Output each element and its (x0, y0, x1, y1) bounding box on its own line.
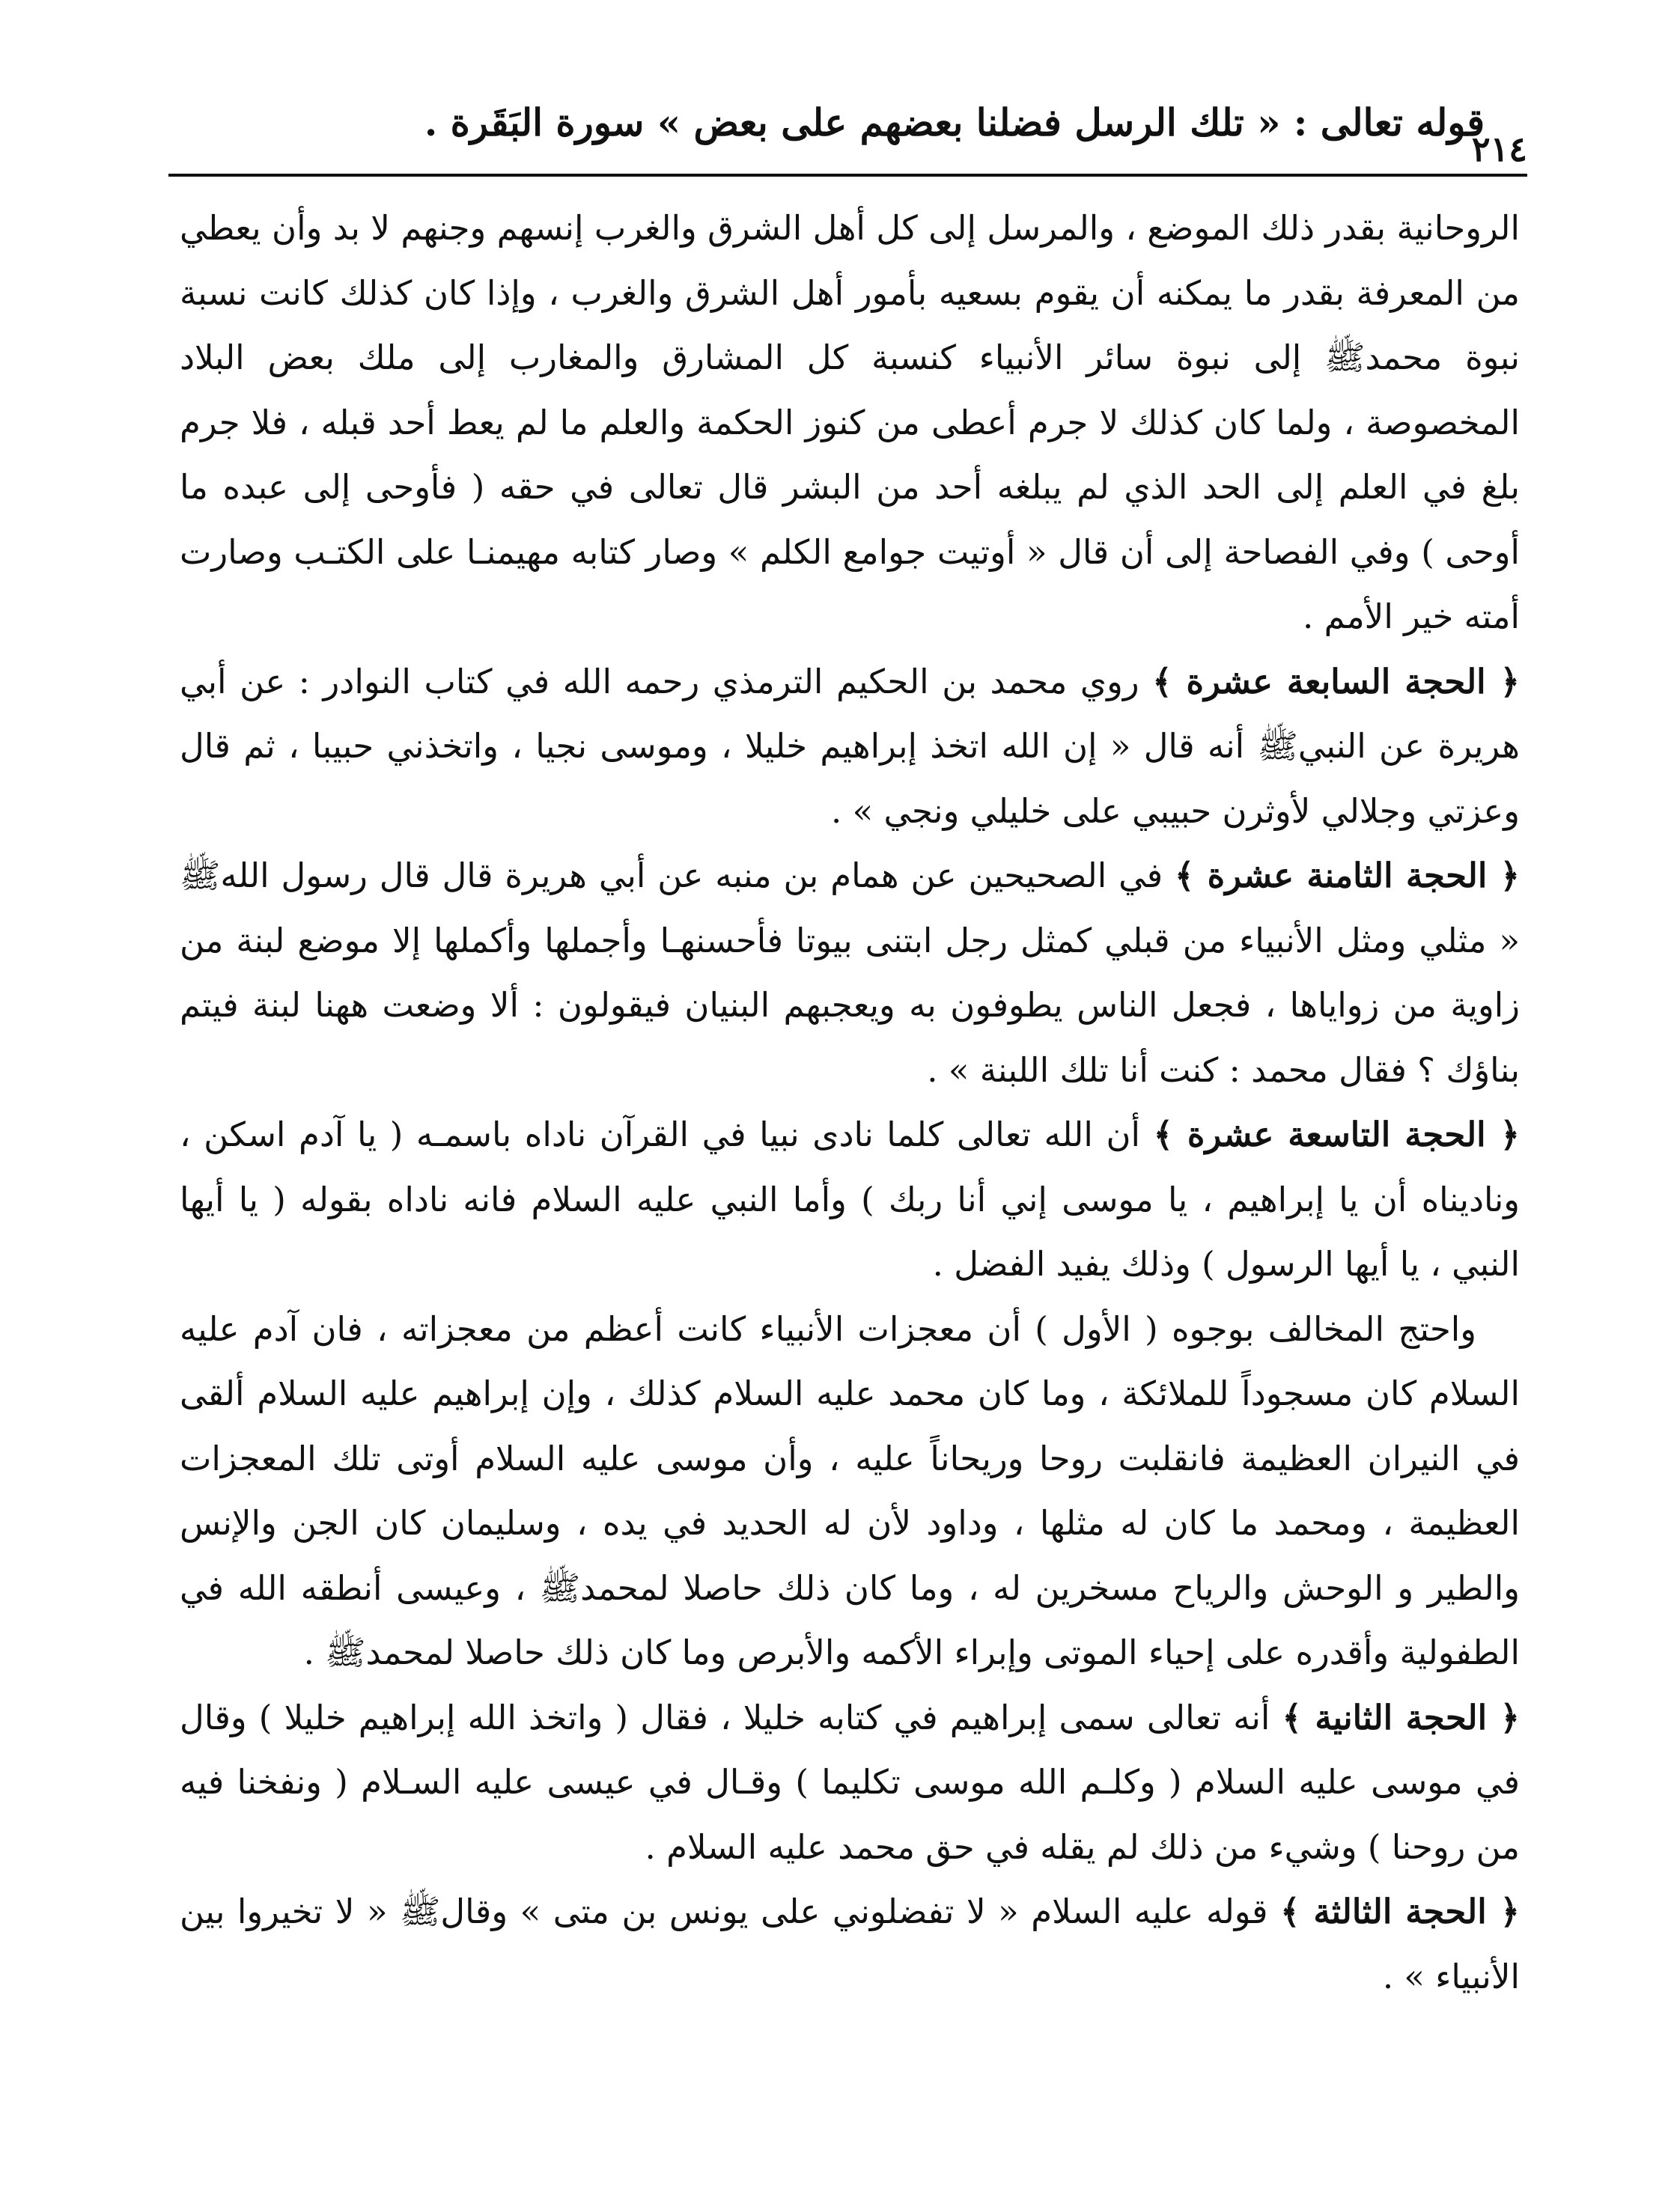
paragraph-text: أنه تعالى سمى إبراهيم في كتابه خليلا ، فقال ( واتخذ الله إبراهيم خليلا ) وقال في موسى عليه السلام ( وكلـم الله موسى تكليما ) وقـال في عيسى عليه السـلام ( ونفخنا فيه من روحنا ) وشيء من ذلك لم يقله في حق محمد عليه السلام . (180, 1697, 1520, 1867)
paragraph-argument-17 (180, 650, 1520, 844)
paragraph-argument-18 (180, 844, 1520, 1103)
paragraph-opponents (180, 1297, 1520, 1686)
paragraph-text: أن الله تعالى كلما نادى نبيا في القرآن ناداه باسمـه ( يا آدم اسكن ، ونادیناه أن يا إبراهيم ، يا موسى إني أنا ربك ) وأما النبي عليه السلام فانه ناداه بقوله ( يا أيها النبي ، يا أيها الرسول ) وذلك يفيد الفضل . (180, 1115, 1520, 1284)
argument-heading: ﴿ الحجة السابعة عشرة ﴾ (1152, 661, 1520, 701)
page-number: ٢١٤ (1471, 129, 1527, 169)
paragraph-text: واحتج المخالف بوجوه ( الأول ) أن معجزات الأنبياء كانت أعظم من معجزاته ، فان آدم عليه السلام كان مسجوداً للملائكة ، وما كان محمد عليه السلام كذلك ، وإن إبراهيم عليه السلام ألقى في النيران العظيمة فانقلبت روحا وريحاناً عليه ، وأن موسى عليه السلام أوتى تلك المعجزات العظيمة ، ومحمد ما كان له مثلها ، وداود لأن له الحديد في يده ، وسليمان كان الجن والإنس والطير و الوحش والرياح مسخرين له ، وما كان ذلك حاصلا لمحمدﷺ ، وعيسى أنطقه الله في الطفولية وأقدره على إحياء الموتى وإبراء الأكمه والأبرص وما كان ذلك حاصلا لمحمدﷺ . (180, 1308, 1520, 1672)
paragraph-text: الروحانية بقدر ذلك الموضع ، والمرسل إلى كل أهل الشرق والغرب إنسهم وجنهم لا بد وأن يعطي من المعرفة بقدر ما يمكنه أن يقوم بسعيه بأمور أهل الشرق والغرب ، وإذا كان كذلك كانت نسبة نبوة محمدﷺ إلى نبوة سائر الأنبياء كنسبة كل المشارق والمغارب إلى ملك بعض البلاد المخصوصة ، ولما كان كذلك لا جرم أعطى من كنوز الحكمة والعلم ما لم يعط أحد قبله ، فلا جرم بلغ في العلم إلى الحد الذي لم يبلغه أحد من البشر قال تعالى في حقه ( فأوحى إلى عبده ما أوحى ) وفي الفصاحة إلى أن قال « أوتيت جوامع الكلم » وصار كتابه مهيمنـا على الكتـب وصارت أمته خير الأمم . (180, 208, 1520, 636)
header-divider (168, 174, 1527, 177)
running-header (172, 90, 1527, 172)
argument-heading: ﴿ الحجة الثالثة ﴾ (1280, 1892, 1520, 1931)
paragraph-argument-second (180, 1686, 1520, 1880)
paragraph-text: في الصحيحين عن همام بن منبه عن أبي هريرة قال قال رسول اللهﷺ « مثلي ومثل الأنبياء من قبلي كمثل رجل ابتنى بيوتا فأحسنهـا وأجملها وأكملها إلا موضع لبنة من زاوية من زواياها ، فجعل الناس يطوفون به ويعجبهم البنيان فيقولون : ألا وضعت ههنا لبنة فيتم بناؤك ؟ فقال محمد : كنت أنا تلك اللبنة » . (180, 856, 1520, 1090)
header-title: قوله تعالى : « تلك الرسل فضلنا بعضهم على بعض » سورة البَقَرة . (424, 100, 1485, 144)
body-text (180, 196, 1520, 2009)
argument-heading: ﴿ الحجة الثانية ﴾ (1282, 1697, 1520, 1737)
paragraph-continuation (180, 196, 1520, 650)
paragraph-argument-19 (180, 1103, 1520, 1297)
argument-heading: ﴿ الحجة التاسعة عشرة ﴾ (1153, 1115, 1520, 1154)
argument-heading: ﴿ الحجة الثامنة عشرة ﴾ (1175, 856, 1520, 895)
paragraph-text: روي محمد بن الحكيم الترمذي رحمه الله في كتاب النوادر : عن أبي هريرة عن النبيﷺ أنه قال « إن الله اتخذ إبراهيم خليلا ، وموسى نجيا ، واتخذني حبيبا ، ثم قال وعزتي وجلالي لأوثرن حبيبي على خليلي ونجي » . (180, 661, 1520, 831)
paragraph-argument-third (180, 1880, 1520, 2009)
paragraph-text: قوله عليه السلام « لا تفضلوني على يونس بن متى » وقالﷺ « لا تخيروا بين الأنبياء » . (180, 1892, 1520, 1996)
